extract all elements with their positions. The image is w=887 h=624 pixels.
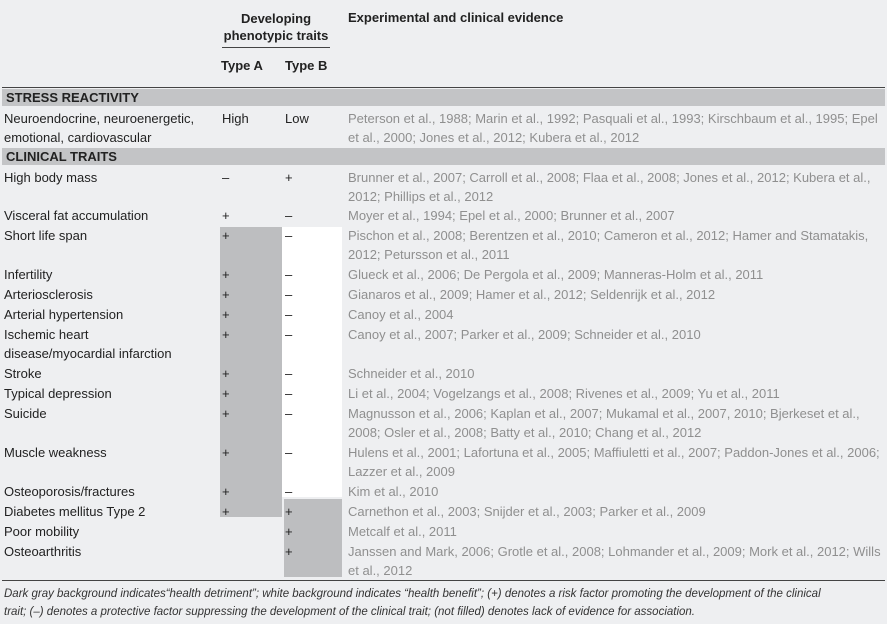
header-type-a: Type A <box>221 58 263 73</box>
stress-evidence <box>348 109 882 147</box>
header-type-b: Type B <box>285 58 328 73</box>
row-trait: Infertility <box>4 267 53 282</box>
row-evidence-line1: Brunner et al., 2007; Carroll et al., 2008; Flaa et al., 2008; Jones et al., 2012; Kubera et al., <box>348 170 871 185</box>
row-evidence-line1: Janssen and Mark, 2006; Grotle et al., 2008; Lohmander et al., 2009; Mork et al., 2012; Wills <box>348 544 881 559</box>
row-evidence <box>348 542 882 580</box>
row-type-b: + <box>285 544 293 559</box>
row-evidence <box>348 226 882 264</box>
row-trait: Stroke <box>4 366 42 381</box>
row-type-a: + <box>222 406 230 421</box>
row-type-a: + <box>222 287 230 302</box>
row-type-a: + <box>222 445 230 460</box>
row-evidence <box>348 285 882 304</box>
row-trait-line1: Ischemic heart <box>4 327 89 342</box>
row-type-b: – <box>285 484 293 499</box>
row-trait: Arteriosclerosis <box>4 287 93 302</box>
row-evidence-line2: 2012; Petursson et al., 2011 <box>348 247 510 262</box>
row-evidence <box>348 325 882 344</box>
row-evidence <box>348 522 882 541</box>
stress-trait-line1: Neuroendocrine, neuroenergetic, <box>4 111 195 126</box>
row-evidence-line1: Hulens et al., 2001; Lafortuna et al., 2005; Maffiuletti et al., 2007; Paddon-Jones et al., 2006; <box>348 445 880 460</box>
footnote-line2: trait; (–) denotes a protective factor suppressing the development of the clinical trait; (not filled) denotes lack of evidence for association. <box>4 606 696 618</box>
stress-evidence-line2: et al., 2000; Jones et al., 2012; Kubera et al., 2012 <box>348 130 640 145</box>
row-type-a: + <box>222 386 230 401</box>
row-type-a: + <box>222 484 230 499</box>
row-trait: Suicide <box>4 406 47 421</box>
row-trait <box>4 325 214 363</box>
row-evidence-line1: Kim et al., 2010 <box>348 484 439 499</box>
table-bottom-rule <box>2 580 885 581</box>
row-type-b: – <box>285 287 293 302</box>
stress-evidence-line1: Peterson et al., 1988; Marin et al., 1992; Pasquali et al., 1993; Kirschbaum et al., 1995; Epel <box>348 111 878 126</box>
stress-trait-line2: emotional, cardiovascular <box>4 130 152 145</box>
section-stress-label: STRESS REACTIVITY <box>6 90 139 105</box>
row-trait: Arterial hypertension <box>4 307 124 322</box>
row-trait: Visceral fat accumulation <box>4 208 149 223</box>
row-type-a: + <box>222 208 230 223</box>
row-evidence-line2: Lazzer et al., 2009 <box>348 464 455 479</box>
row-evidence <box>348 482 882 501</box>
row-type-b: – <box>285 406 293 421</box>
header-group-label <box>220 10 332 44</box>
row-type-a: + <box>222 504 230 519</box>
row-type-b: – <box>285 267 293 282</box>
row-type-a: + <box>222 307 230 322</box>
row-evidence-line2: et al., 2012 <box>348 563 413 578</box>
header-group-underline <box>222 47 330 48</box>
row-type-b: + <box>285 170 293 185</box>
footnote-line1: Dark gray background indicates“health detriment”; white background indicates “health benefit”; (+) denotes a risk factor promoting the development of the clinical <box>4 588 821 600</box>
row-evidence-line2: 2008; Osler et al., 2008; Batty et al., 2010; Chang et al., 2012 <box>348 425 702 440</box>
row-evidence-line1: Gianaros et al., 2009; Hamer et al., 2012; Seldenrijk et al., 2012 <box>348 287 716 302</box>
header-rule <box>2 87 885 88</box>
row-evidence-line1: Canoy et al., 2004 <box>348 307 454 322</box>
row-type-b: + <box>285 504 293 519</box>
row-evidence <box>348 168 882 206</box>
row-trait: Typical depression <box>4 386 112 401</box>
row-evidence <box>348 364 882 383</box>
row-type-b: + <box>285 524 293 539</box>
row-type-a: + <box>222 366 230 381</box>
row-evidence-line2: 2012; Phillips et al., 2012 <box>348 189 494 204</box>
row-trait: Diabetes mellitus Type 2 <box>4 504 146 519</box>
row-evidence-line1: Metcalf et al., 2011 <box>348 524 457 539</box>
row-evidence <box>348 502 882 521</box>
type-b-detriment-shade <box>284 499 342 577</box>
row-trait: High body mass <box>4 170 98 185</box>
row-type-b: – <box>285 307 293 322</box>
row-trait: Poor mobility <box>4 524 80 539</box>
row-evidence <box>348 305 882 324</box>
row-evidence-line1: Carnethon et al., 2003; Snijder et al., 2003; Parker et al., 2009 <box>348 504 706 519</box>
row-trait: Osteoporosis/fractures <box>4 484 135 499</box>
header-evidence: Experimental and clinical evidence <box>348 10 564 25</box>
stress-trait <box>4 109 214 147</box>
row-type-a: – <box>222 170 230 185</box>
row-evidence <box>348 265 882 284</box>
row-evidence-line1: Magnusson et al., 2006; Kaplan et al., 2007; Mukamal et al., 2007, 2010; Bjerkeset et al., <box>348 406 860 421</box>
row-evidence-line1: Moyer et al., 1994; Epel et al., 2000; Brunner et al., 2007 <box>348 208 675 223</box>
section-stress-reactivity <box>2 89 885 106</box>
row-type-a: + <box>222 327 230 342</box>
row-type-b: – <box>285 208 293 223</box>
stress-type-b: Low <box>285 111 309 126</box>
header-group-label-line2: phenotypic traits <box>223 28 329 43</box>
row-trait-line2: disease/myocardial infarction <box>4 346 172 361</box>
stress-type-a: High <box>222 111 249 126</box>
section-clinical-traits <box>2 148 885 165</box>
row-evidence <box>348 443 882 481</box>
row-type-b: – <box>285 386 293 401</box>
row-evidence-line1: Glueck et al., 2006; De Pergola et al., 2009; Manneras-Holm et al., 2011 <box>348 267 764 282</box>
row-trait: Osteoarthritis <box>4 544 82 559</box>
row-evidence-line1: Li et al., 2004; Vogelzangs et al., 2008; Rivenes et al., 2009; Yu et al., 2011 <box>348 386 780 401</box>
row-evidence <box>348 206 882 225</box>
header-group-label-line1: Developing <box>240 11 312 26</box>
section-clinical-label: CLINICAL TRAITS <box>6 149 117 164</box>
row-evidence-line1: Schneider et al., 2010 <box>348 366 475 381</box>
row-type-a: + <box>222 267 230 282</box>
row-type-b: – <box>285 327 293 342</box>
row-type-b: – <box>285 366 293 381</box>
row-trait: Muscle weakness <box>4 445 107 460</box>
row-type-b: – <box>285 445 293 460</box>
row-trait: Short life span <box>4 228 88 243</box>
row-evidence <box>348 384 882 403</box>
row-evidence-line1: Canoy et al., 2007; Parker et al., 2009; Schneider et al., 2010 <box>348 327 701 342</box>
row-evidence-line1: Pischon et al., 2008; Berentzen et al., 2010; Cameron et al., 2012; Hamer and Stamatakis, <box>348 228 869 243</box>
row-type-a: + <box>222 228 230 243</box>
row-evidence <box>348 404 882 442</box>
table-footnote <box>4 585 884 621</box>
row-type-b: – <box>285 228 293 243</box>
